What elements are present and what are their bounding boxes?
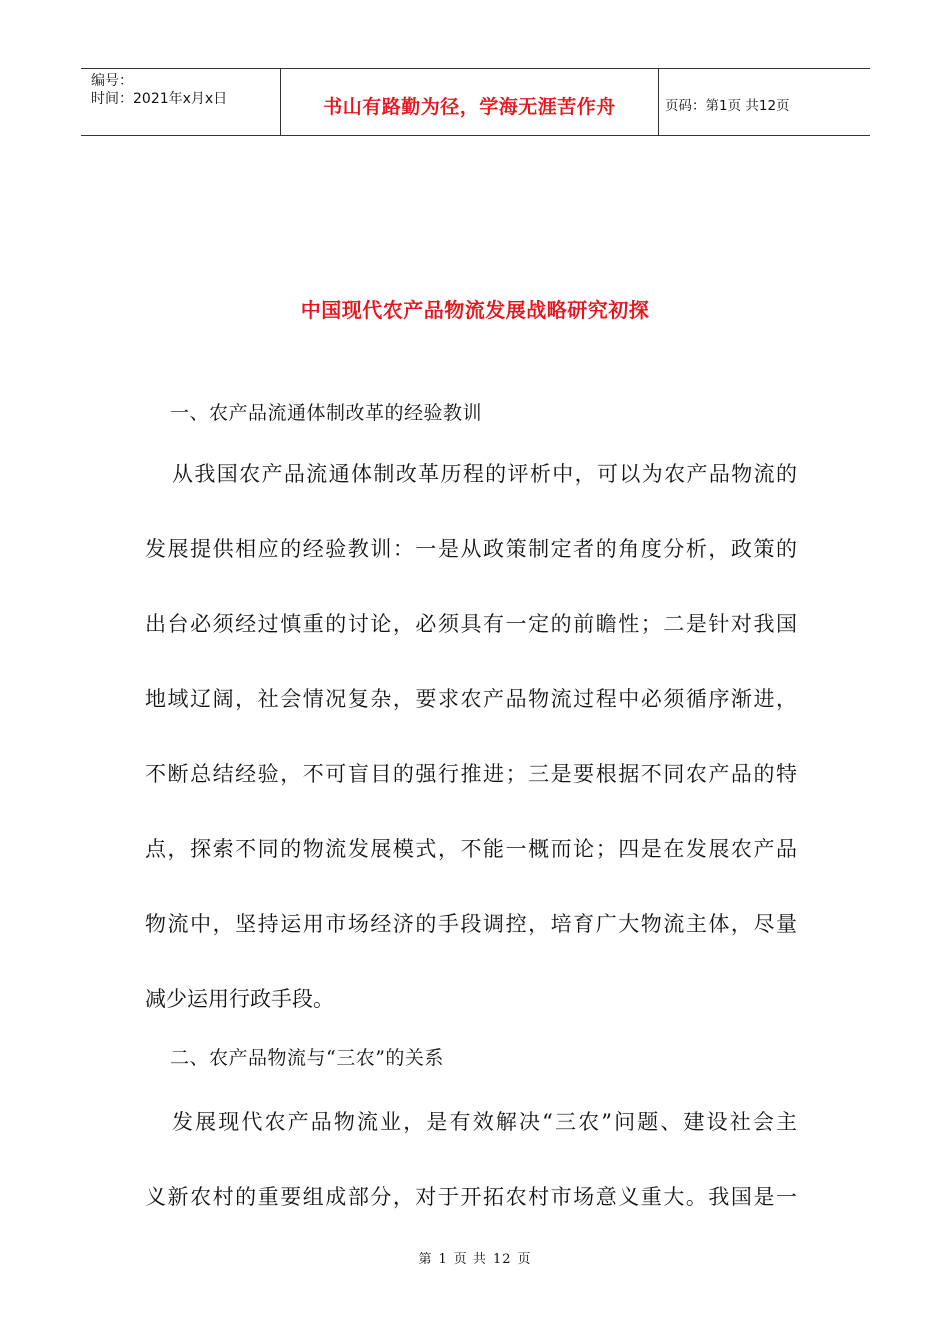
paragraph-line: 出台必须经过慎重的讨论，必须具有一定的前瞻性；二是针对我国 <box>145 612 797 636</box>
paragraph-line: 不断总结经验，不可盲目的强行推进；三是要根据不同农产品的特 <box>145 762 797 786</box>
paragraph-line: 义新农村的重要组成部分，对于开拓农村市场意义重大。我国是一 <box>145 1185 797 1209</box>
footer-page-post: 页 <box>517 1252 532 1267</box>
paragraph-line: 地域辽阔，社会情况复杂，要求农产品物流过程中必须循序渐进， <box>145 687 797 711</box>
footer-page-pre: 第 <box>418 1252 433 1267</box>
paragraph-line: 发展现代农产品物流业，是有效解决“三农”问题、建设社会主 <box>172 1110 797 1134</box>
header-info-cell <box>81 69 281 135</box>
header-page-info: 页码：第1页 共12页 <box>665 98 790 114</box>
paragraph-line: 点，探索不同的物流发展模式，不能一概而论；四是在发展农产品 <box>145 837 797 861</box>
page-footer <box>0 1248 950 1267</box>
header-motto-cell <box>281 69 659 135</box>
paragraph-line: 减少运用行政手段。 <box>145 987 334 1011</box>
code-label: 编号： <box>91 73 133 89</box>
document-title: 中国现代农产品物流发展战略研究初探 <box>300 298 650 322</box>
footer-page-total: 12 <box>492 1252 512 1267</box>
page-header <box>81 68 870 136</box>
section-heading-2: 二、农产品物流与“三农”的关系 <box>170 1047 444 1069</box>
header-page-cell <box>659 69 870 135</box>
motto: 书山有路勤为径，学海无涯苦作舟 <box>323 95 616 118</box>
paragraph-line: 发展提供相应的经验教训：一是从政策制定者的角度分析，政策的 <box>145 537 797 561</box>
time-label: 时间：2021年x月x日 <box>91 91 228 107</box>
footer-page-number: 1 <box>438 1252 448 1267</box>
footer-page-mid: 页 共 <box>453 1252 487 1267</box>
section-heading-1: 一、农产品流通体制改革的经验教训 <box>170 402 483 424</box>
paragraph-line: 物流中，坚持运用市场经济的手段调控，培育广大物流主体，尽量 <box>145 912 797 936</box>
paragraph-line: 从我国农产品流通体制改革历程的评析中，可以为农产品物流的 <box>172 462 797 486</box>
